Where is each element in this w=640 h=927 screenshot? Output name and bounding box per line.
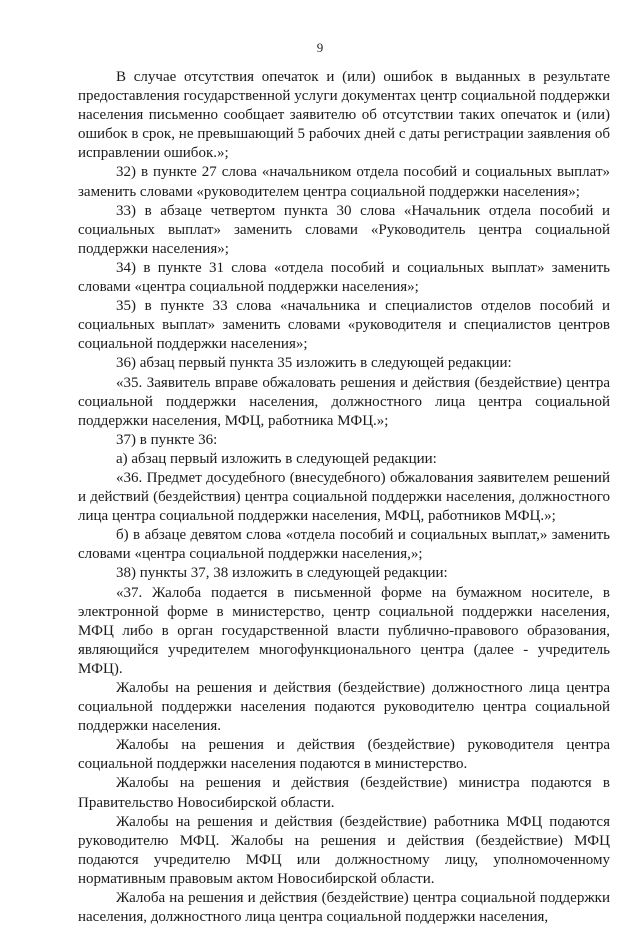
paragraph: «36. Предмет досудебного (внесудебного) обжалования заявителем решений и действий (бездействия) центра социальной поддержки населения, должностного лица центра социальной поддержки населения, МФЦ, работников МФЦ.»; xyxy=(78,469,610,525)
paragraph: б) в абзаце девятом слова «отдела пособий и социальных выплат,» заменить словами «центра социальной поддержки населения,»; xyxy=(78,527,610,563)
paragraph: Жалобы на решения и действия (бездействие) министра подаются в Правительство Новосибирской области. xyxy=(78,775,610,811)
paragraph: 33) в абзаце четвертом пункта 30 слова «Начальник отдела пособий и социальных выплат» заменить словами «Руководитель центра социальной поддержки населения»; xyxy=(78,202,610,257)
paragraph: 35) в пункте 33 слова «начальника и специалистов отделов пособий и социальных выплат» заменить словами «руководителя и специалистов центров социальной поддержки населения»; xyxy=(78,298,610,353)
paragraph: а) абзац первый изложить в следующей редакции: xyxy=(116,450,437,467)
page-number: 9 xyxy=(316,40,324,55)
paragraph: 34) в пункте 31 слова «отдела пособий и социальных выплат» заменить словами «центра социальной поддержки населения»; xyxy=(78,259,610,296)
paragraph: «37. Жалоба подается в письменной форме на бумажном носителе, в электронной форме в министерство, центр социальной поддержки населения, МФЦ либо в орган государственной власти публично-правового образования, являющийся учредителем многофункционального центра (далее - учредитель МФЦ). xyxy=(78,584,610,677)
document-body xyxy=(78,68,610,927)
paragraph: Жалобы на решения и действия (бездействие) работника МФЦ подаются руководителю МФЦ. Жалобы на решения и действия (бездействие) МФЦ подаются учредителю МФЦ или должностному лицу, уполномоченному нормативным правовым актом Новосибирской области. xyxy=(78,813,610,887)
paragraph: 38) пункты 37, 38 изложить в следующей редакции: xyxy=(116,565,448,582)
paragraph: 36) абзац первый пункта 35 изложить в следующей редакции: xyxy=(116,355,512,372)
paragraph: 37) в пункте 36: xyxy=(116,431,218,448)
paragraph: 32) в пункте 27 слова «начальником отдела пособий и социальных выплат» заменить словами «руководителем центра социальной поддержки населения»; xyxy=(78,164,610,200)
paragraph: Жалобы на решения и действия (бездействие) руководителя центра социальной поддержки населения подаются в министерство. xyxy=(78,737,610,773)
paragraph: Жалоба на решения и действия (бездействие) центра социальной поддержки населения, должностного лица центра социальной поддержки населения, xyxy=(78,890,610,926)
paragraph: Жалобы на решения и действия (бездействие) должностного лица центра социальной поддержки населения подаются руководителю центра социальной поддержки населения. xyxy=(78,680,610,735)
paragraph: «35. Заявитель вправе обжаловать решения и действия (бездействие) центра социальной поддержки населения, должностного лица центра социальной поддержки населения, МФЦ, работника МФЦ.»; xyxy=(78,374,610,429)
paragraph: В случае отсутствия опечаток и (или) ошибок в выданных в результате предоставления государственной услуги документах центр социальной поддержки населения письменно сообщает заявителю об отсутствии таких опечаток и (или) ошибок в срок, не превышающий 5 рабочих дней с даты регистрации заявления об исправлении ошибок.»; xyxy=(78,69,610,162)
